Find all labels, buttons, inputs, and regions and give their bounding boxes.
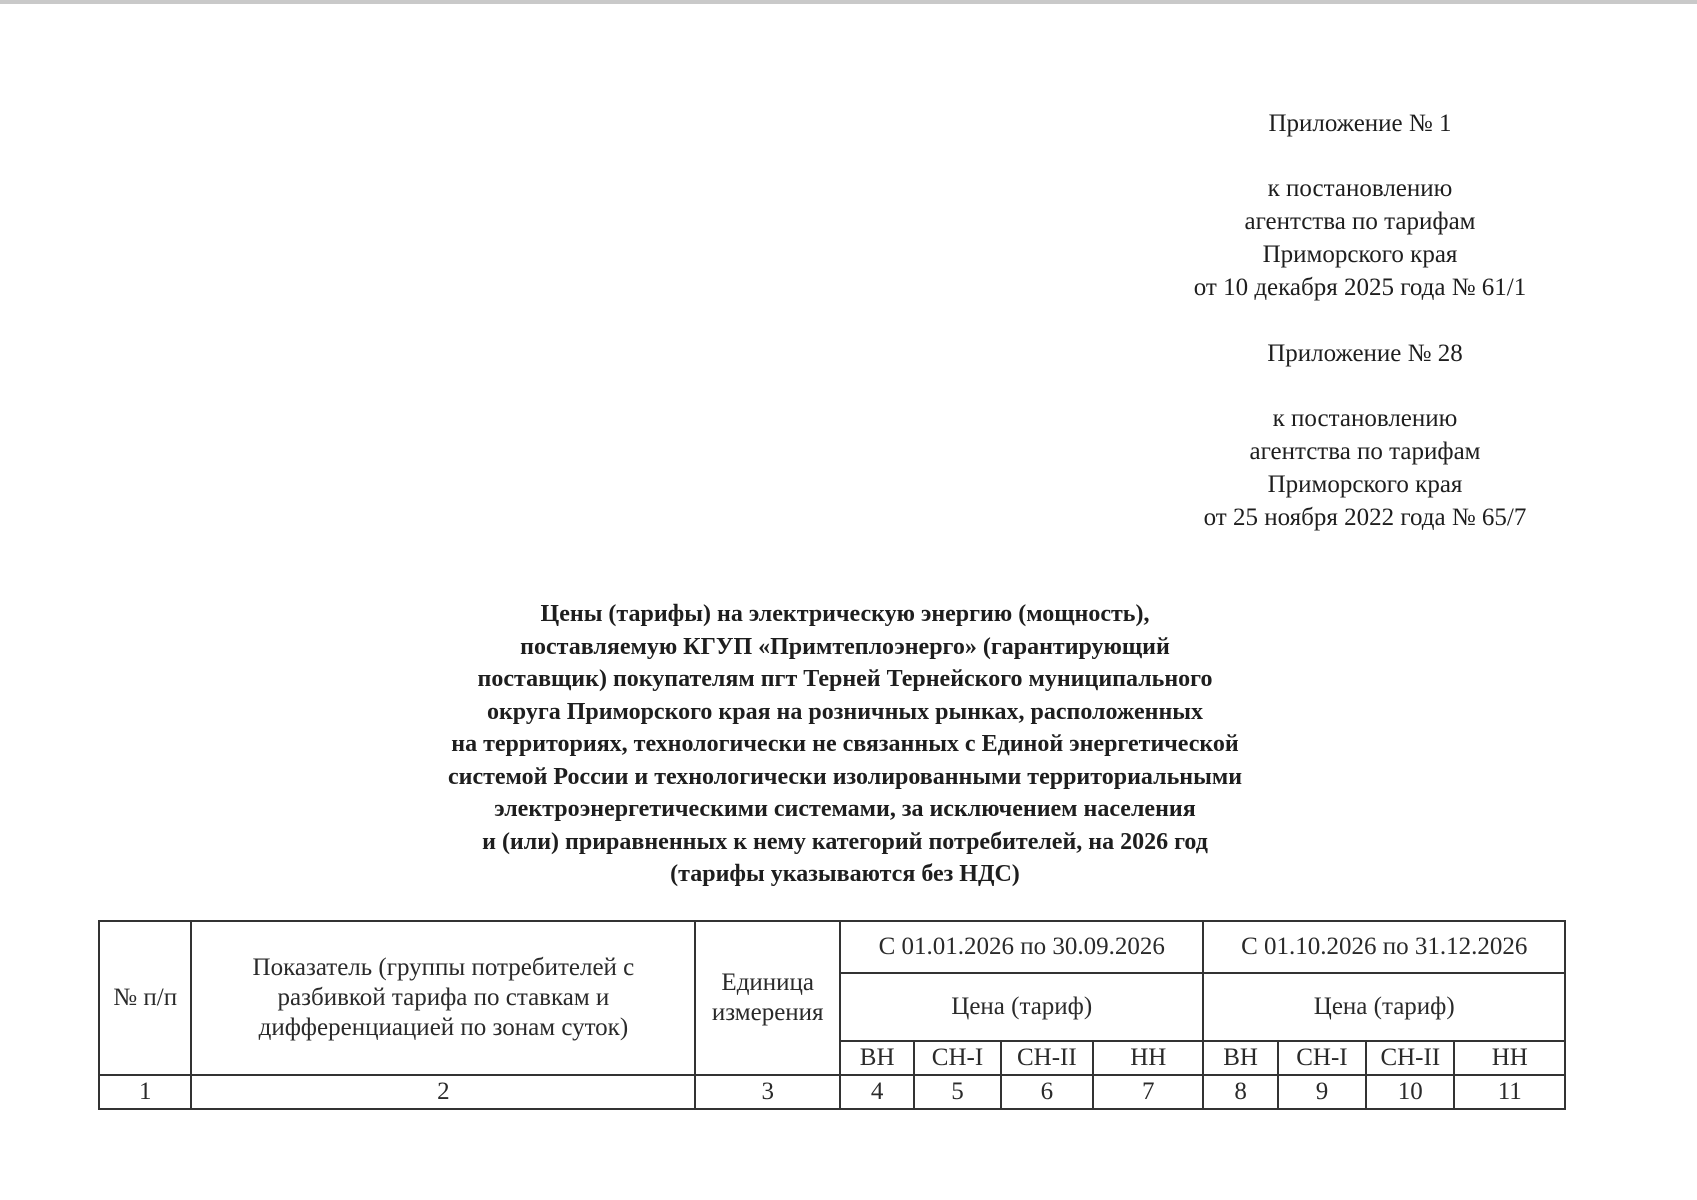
header-unit: Единица измерения [695, 921, 840, 1075]
appendix-1-line: к постановлению [1267, 175, 1453, 202]
header-level-nn: НН [1093, 1041, 1203, 1075]
header-level-vn: ВН [840, 1041, 914, 1075]
column-number-cell: 10 [1366, 1075, 1454, 1109]
header-row-periods [99, 921, 1565, 973]
column-number-cell: 2 [191, 1075, 695, 1109]
appendix-28-heading: Приложение № 28 [1267, 340, 1463, 367]
column-number-cell: 1 [99, 1075, 191, 1109]
tariff-table [98, 920, 1566, 1110]
title-line: поставщик) покупателям пгт Терней Тернейского муниципального [477, 666, 1213, 692]
appendix-1-line: Приморского края [1262, 241, 1458, 268]
column-number-cell: 6 [1001, 1075, 1093, 1109]
document-title [300, 598, 1390, 891]
title-line: Цены (тарифы) на электрическую энергию (мощность), [540, 601, 1150, 627]
appendix-28-line: к постановлению [1272, 405, 1458, 432]
header-level-nn: НН [1454, 1041, 1565, 1075]
appendix-1-line: от 10 декабря 2025 года № 61/1 [1193, 274, 1527, 301]
header-level-vn: ВН [1203, 1041, 1277, 1075]
column-number-cell: 4 [840, 1075, 914, 1109]
appendix-1-block [1150, 107, 1570, 304]
column-number-cell: 8 [1203, 1075, 1277, 1109]
appendix-28-line: от 25 ноября 2022 года № 65/7 [1203, 504, 1527, 531]
header-level-sn2: СН-II [1001, 1041, 1093, 1075]
scan-top-edge [0, 0, 1697, 4]
appendix-28-line: Приморского края [1267, 471, 1463, 498]
column-number-row [99, 1075, 1565, 1109]
title-line: поставляемую КГУП «Примтеплоэнерго» (гарантирующий [520, 633, 1170, 660]
appendix-28-block [1160, 337, 1570, 534]
column-number-cell: 7 [1093, 1075, 1203, 1109]
header-indicator: Показатель (группы потребителей с разбивкой тарифа по ставкам и дифференциацией по зонам суток) [191, 921, 695, 1075]
header-number: № п/п [99, 921, 191, 1075]
column-number-cell: 3 [695, 1075, 840, 1109]
title-line: системой России и технологически изолированными территориальными [447, 763, 1243, 790]
appendix-1-line: агентства по тарифам [1244, 208, 1476, 235]
header-price-2: Цена (тариф) [1203, 973, 1565, 1041]
appendix-1-heading: Приложение № 1 [1268, 110, 1452, 137]
header-level-sn1: СН-I [914, 1041, 1000, 1075]
title-line: на территориях, технологически не связанных с Единой энергетической [451, 731, 1239, 757]
header-period-1: С 01.01.2026 по 30.09.2026 [840, 921, 1203, 973]
header-level-sn2: СН-II [1366, 1041, 1454, 1075]
title-line: электроэнергетическими системами, за исключением населения [494, 796, 1196, 822]
header-level-sn1: СН-I [1278, 1041, 1366, 1075]
column-number-cell: 9 [1278, 1075, 1366, 1109]
title-line: округа Приморского края на розничных рынках, расположенных [486, 698, 1204, 725]
header-period-2: С 01.10.2026 по 31.12.2026 [1203, 921, 1565, 973]
title-line: и (или) приравненных к нему категорий потребителей, на 2026 год [482, 828, 1208, 855]
header-price-1: Цена (тариф) [840, 973, 1203, 1041]
title-line: (тарифы указываются без НДС) [670, 861, 1020, 887]
appendix-28-line: агентства по тарифам [1249, 438, 1481, 465]
column-number-cell: 11 [1454, 1075, 1565, 1109]
column-number-cell: 5 [914, 1075, 1000, 1109]
